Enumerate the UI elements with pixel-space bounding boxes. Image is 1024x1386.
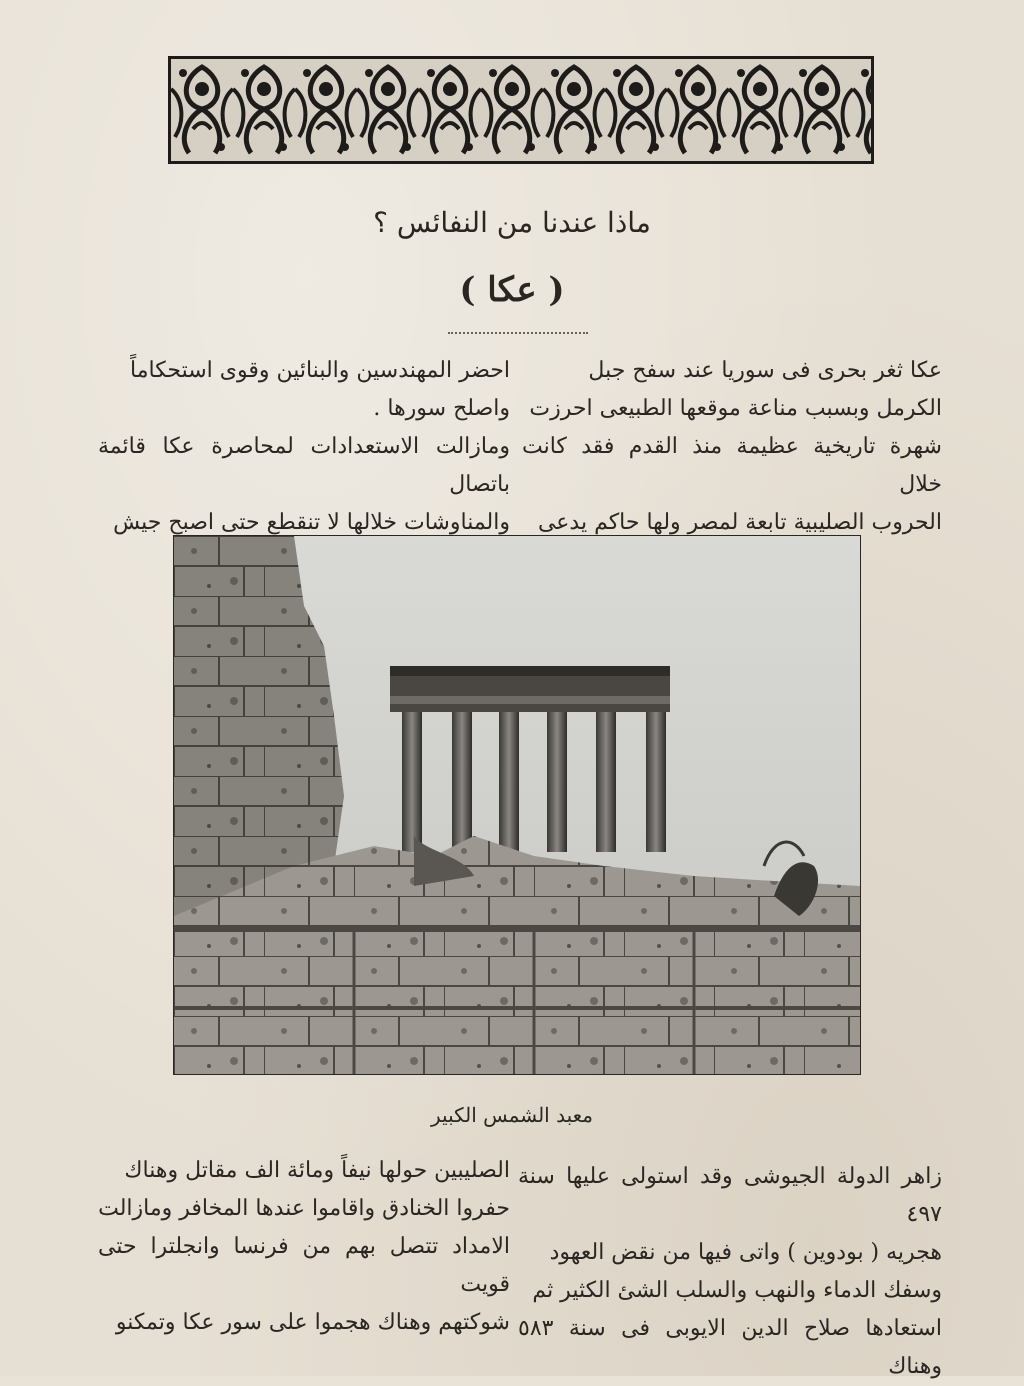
- text-line: احضر المهندسين والبنائين وقوى استحكاماً: [130, 358, 510, 383]
- arabesque-ornament-icon: [171, 59, 871, 161]
- text-line: الامداد تتصل بهم من فرنسا وانجلترا حتى قويت: [98, 1234, 510, 1297]
- photo-caption: معبد الشمس الكبير: [431, 1103, 593, 1127]
- dotted-divider: [448, 332, 588, 334]
- text-line: واصلح سورها .: [373, 396, 510, 421]
- text-line: وسفك الدماء والنهب والسلب الشئ الكثير ثم: [532, 1278, 942, 1303]
- text-line: هجريه ( بودوين ) واتى فيها من نقض العهود: [549, 1240, 942, 1265]
- text-line: حفروا الخنادق واقاموا عندها المخافر ومازالت: [98, 1196, 510, 1221]
- article-title: ماذا عندنا من النفائس ؟: [373, 206, 651, 239]
- text-column-bottom-left: [98, 1152, 510, 1342]
- temple-photograph: [173, 535, 861, 1075]
- temple-ruins-image: [174, 536, 860, 1074]
- text-line: الصليبين حولها نيفاً ومائة الف مقاتل وهناك: [124, 1158, 510, 1183]
- text-line: استعادها صلاح الدين الايوبى فى سنة ٥٨٣ وهناك: [518, 1316, 942, 1379]
- text-column-top-left: [98, 352, 510, 542]
- text-line: والمناوشات خلالها لا تنقطع حتى اصبح جيش: [113, 510, 510, 535]
- text-line: شوكتهم وهناك هجموا على سور عكا وتمكنو: [115, 1310, 510, 1335]
- text-line: الكرمل وبسبب مناعة موقعها الطبيعى احرزت: [529, 396, 942, 421]
- text-line: عكا ثغر بحرى فى سوريا عند سفح جبل: [588, 358, 942, 383]
- text-line: زاهر الدولة الجيوشى وقد استولى عليها سنة ٤٩٧: [518, 1164, 942, 1227]
- ornamental-header-banner: [168, 56, 874, 164]
- text-line: الحروب الصليبية تابعة لمصر ولها حاكم يدعى: [537, 510, 942, 535]
- text-line: ومازالت الاستعدادات لمحاصرة عكا قائمة باتصال: [98, 434, 510, 497]
- article-subtitle: ( عكا ): [459, 270, 565, 310]
- text-column-top-right: [522, 352, 942, 542]
- text-column-bottom-right: [518, 1158, 942, 1386]
- text-line: شهرة تاريخية عظيمة منذ القدم فقد كانت خلال: [522, 434, 942, 497]
